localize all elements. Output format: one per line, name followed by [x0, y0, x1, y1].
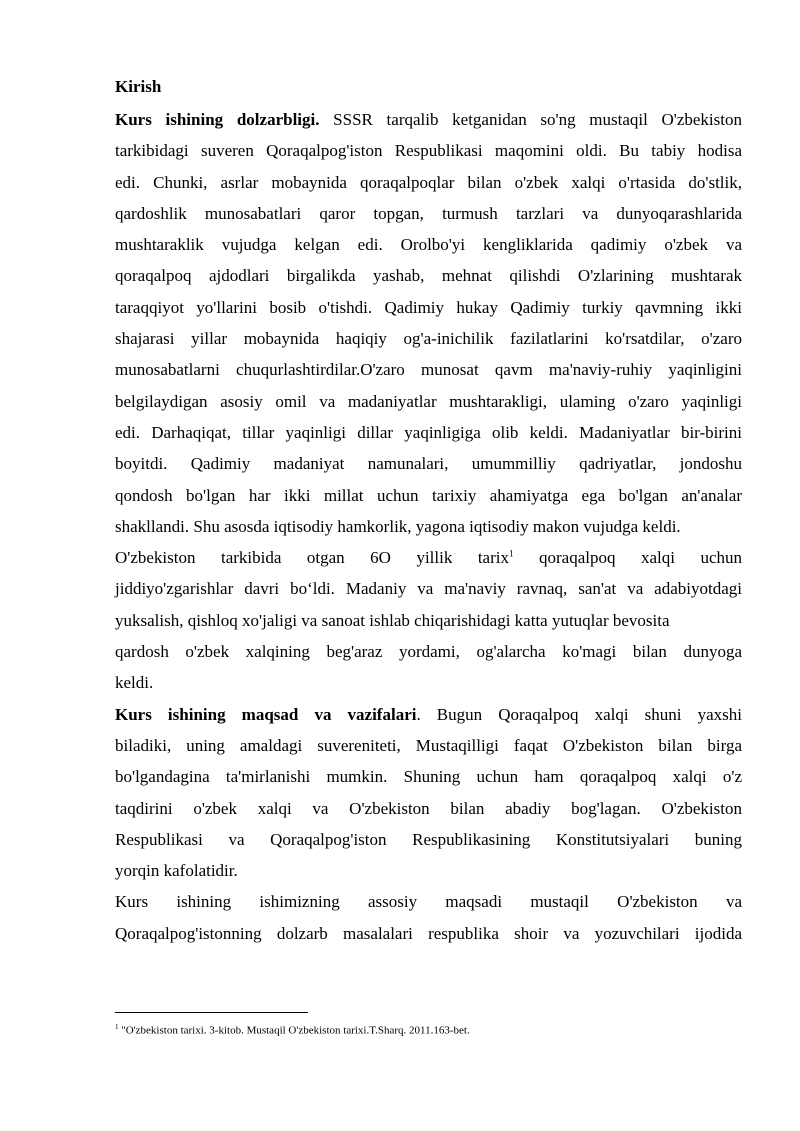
text-line: shajarasi yillar mobaynida haqiqiy og'a-inichilik fazilatlarini ko'rsatdilar, o'zaro [115, 329, 742, 349]
text-line: O'zbekiston tarkibida otgan 6O yillik tarix$^1$ qoraqalpoq xalqi uchun [115, 548, 743, 568]
text-line: belgilaydigan asosiy omil va madaniyatlar mushtarakligi, ulaming o'zaro yaqinligi [115, 391, 742, 411]
text-line: Kurs ishining dolzarbligi. SSSR tarqalib ketganidan so'ng mustaqil O'zbekiston [115, 110, 742, 129]
text-line: yorqin kafolatidir. [115, 861, 238, 881]
footnote-separator [115, 1012, 308, 1013]
footnote-marker: 1 [115, 1023, 119, 1031]
document-body [115, 104, 742, 949]
paragraph-relevance [115, 104, 742, 699]
text-line: qondosh bo'lgan har ikki millat uchun tarixiy ahamiyatga ega bo'lgan an'analar [115, 485, 742, 505]
text-line: edi. Darhaqiqat, tillar yaqinligi dillar yaqinligiga olib keldi. Madaniyatlar bir-birini [115, 422, 742, 442]
footnote [115, 1020, 742, 1038]
text-line: taqdirini o'zbek xalqi va O'zbekiston bilan abadiy bog'lagan. O'zbekiston [115, 798, 742, 818]
text-line: yuksalish, qishloq xo'jaligi va sanoat ishlab chiqarishidagi katta yutuqlar bevosita [115, 610, 670, 630]
text-line: biladiki, uning amaldagi suvereniteti, Mustaqilligi faqat O'zbekiston bilan birga [115, 735, 742, 755]
paragraph-goals [115, 699, 742, 887]
text-line: Kurs ishining maqsad va vazifalari. Bugun Qoraqalpoq xalqi shuni yaxshi [115, 704, 742, 724]
paragraph-main-goal [115, 886, 742, 949]
text-line: jiddiyo'zgarishlar davri bo‘ldi. Madaniy va ma'naviy ravnaq, san'at va adabiyotdagi [115, 579, 742, 599]
text-line: tarkibidagi suveren Qoraqalpog'iston Respublikasi maqomini oldi. Bu tabiy hodisa [115, 141, 742, 161]
text-line: Respublikasi va Qoraqalpog'iston Respublikasining Konstitutsiyalari buning [115, 829, 742, 849]
section-title-relevance: Kurs ishining dolzarbligi. [115, 110, 320, 129]
text-line: Kurs ishining ishimizning assosiy maqsadi mustaqil O'zbekiston va [115, 892, 742, 912]
footnote-reference[interactable]: 1 [509, 548, 514, 559]
text-line: taraqqiyot yo'llarini bosib o'tishdi. Qadimiy hukay Qadimiy turkiy qavmning ikki [115, 297, 742, 317]
footnote-text: "O'zbekiston tarixi. 3-kitob. Mustaqil O'zbekiston tarixi.T.Sharq. 2011.163-bet. [118, 1024, 470, 1037]
text-line: qardosh o'zbek xalqining beg'araz yordami, og'alarcha ko'magi bilan dunyoga [115, 642, 742, 662]
text-line: keldi. [115, 673, 154, 693]
text-line: munosabatlarni chuqurlashtirdilar.O'zaro munosat qavm ma'naviy-ruhiy yaqinligini [115, 360, 742, 380]
text-line: shakllandi. Shu asosda iqtisodiy hamkorlik, yagona iqtisodiy makon vujudga keldi. [115, 516, 681, 536]
page-heading: Kirish [115, 77, 162, 96]
text-line: boyitdi. Qadimiy madaniyat namunalari, umummilliy qadriyatlar, jondoshu [115, 454, 742, 474]
text-line: edi. Chunki, asrlar mobaynida qoraqalpoqlar bilan o'zbek xalqi o'rtasida do'stlik, [115, 172, 742, 192]
text-line: qardoshlik munosabatlari qaror topgan, turmush tarzlari va dunyoqarashlarida [115, 203, 742, 223]
section-title-goals: Kurs ishining maqsad va vazifalari [115, 704, 417, 724]
text-line: Qoraqalpog'istonning dolzarb masalalari respublika shoir va yozuvchilari ijodida [115, 923, 742, 943]
text-line: mushtaraklik vujudga kelgan edi. Orolbo'yi kengliklarida qadimiy o'zbek va [115, 235, 742, 255]
text-line: qoraqalpoq ajdodlari birgalikda yashab, mehnat qilishdi O'zlarining mushtarak [115, 266, 742, 286]
text-line: bo'lgandagina ta'mirlanishi mumkin. Shuning uchun ham qoraqalpoq xalqi o'z [115, 767, 742, 787]
